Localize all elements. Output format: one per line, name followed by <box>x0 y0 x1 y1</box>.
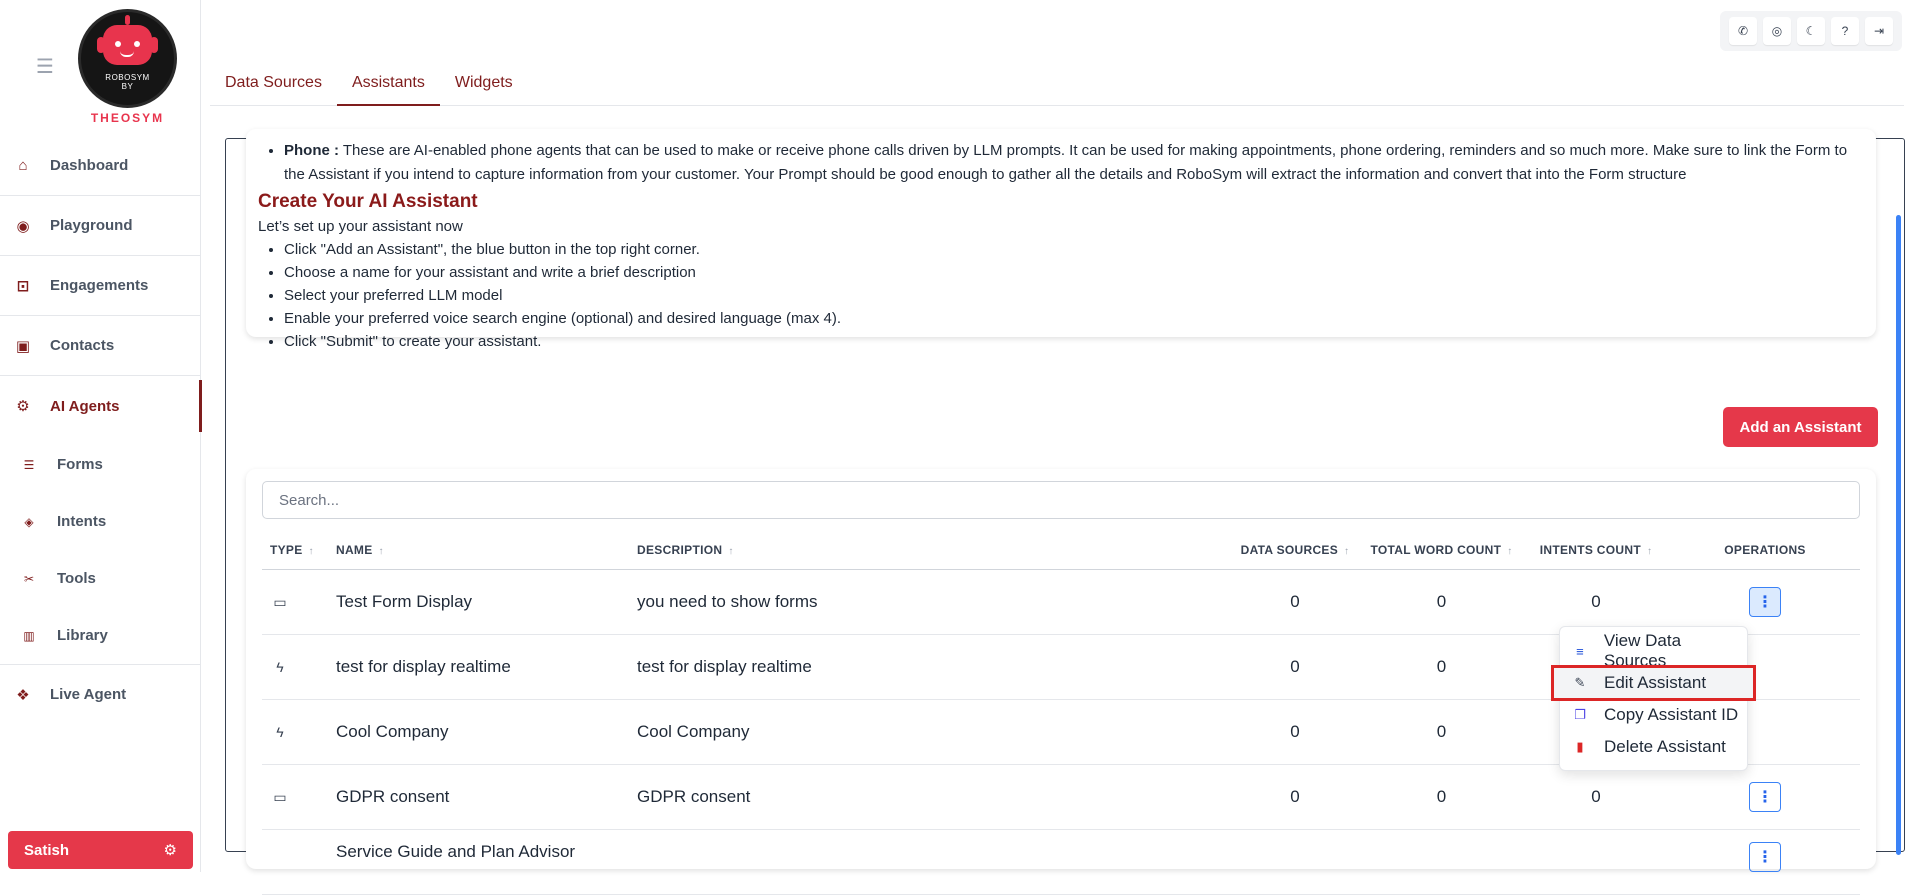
column-header-operations: OPERATIONS <box>1670 531 1860 569</box>
tab-bar <box>210 68 1904 106</box>
list-icon: ☰ <box>23 457 35 472</box>
phone-info: • Phone : These are AI-enabled phone agents that can be used to make or receive phone calls driven by LLM prompts. It can be used for making appointments, phone ordering, reminders and so much more. Make sure to link the Form to the Assistant if you intend to capture information from your customer. Your Prompt should be good enough to gather all the details and RoboSym will extract the information and convert that into the Form structure <box>284 139 1864 187</box>
phone-icon[interactable]: ✆ <box>1729 17 1757 45</box>
sidebar-item-label: AI Agents <box>50 397 120 415</box>
sidebar-item-label: Tools <box>57 570 96 587</box>
sidebar-item-dashboard[interactable] <box>0 136 201 196</box>
row-description: GDPR consent <box>629 764 1229 829</box>
column-header-description[interactable]: DESCRIPTION ↑ <box>629 531 1229 569</box>
activity-icon: ⊡ <box>16 277 30 295</box>
setup-step: • Click "Submit" to create your assistant. <box>284 330 1864 353</box>
setup-intro: Let’s set up your assistant now <box>258 218 463 235</box>
row-intents: 0 <box>1522 764 1670 829</box>
sort-icon: ↑ <box>1507 545 1513 557</box>
sidebar-item-label: Playground <box>50 217 133 234</box>
tab-data-sources[interactable]: Data Sources <box>225 74 322 91</box>
library-icon: ▥ <box>23 628 35 643</box>
target-icon: ◈ <box>24 514 34 529</box>
sidebar-item-live-agent[interactable] <box>0 664 201 724</box>
row-word-count: 0 <box>1361 569 1522 634</box>
table-row <box>262 764 1860 829</box>
scrollbar[interactable] <box>1896 215 1901 855</box>
sort-icon: ↑ <box>308 545 314 557</box>
sidebar-nav <box>0 136 201 724</box>
row-word-count: 0 <box>1361 764 1522 829</box>
contact-icon: ▣ <box>15 337 31 355</box>
menu-item-copy-assistant-id[interactable]: ❐ Copy Assistant ID <box>1560 699 1747 731</box>
chat-icon: ❖ <box>16 686 30 704</box>
sidebar-item-tools[interactable] <box>0 550 201 607</box>
sidebar-item-library[interactable] <box>0 607 201 664</box>
row-data-sources: 0 <box>1229 569 1361 634</box>
robot-icon: ⚙ <box>16 398 30 415</box>
tools-icon: ✂ <box>23 571 35 586</box>
setup-step: • Click "Add an Assistant", the blue button in the top right corner. <box>284 238 1864 261</box>
gear-icon: ⚙ <box>163 842 177 859</box>
row-description: you need to show forms <box>629 569 1229 634</box>
column-header-word-count[interactable]: TOTAL WORD COUNT ↑ <box>1361 531 1522 569</box>
sidebar-item-engagements[interactable] <box>0 256 201 316</box>
sidebar-item-contacts[interactable] <box>0 316 201 376</box>
database-icon: ≡ <box>1576 643 1584 659</box>
sidebar-item-label: Library <box>57 627 108 644</box>
robosym-logo[interactable]: ROBOSYM BY THEOSYM <box>76 7 179 121</box>
sidebar-item-label: Dashboard <box>50 157 129 174</box>
logout-icon[interactable]: ⇥ <box>1865 17 1893 45</box>
user-name: Satish <box>24 841 70 859</box>
row-name: GDPR consent <box>328 764 629 829</box>
sort-icon: ↑ <box>1646 545 1653 557</box>
sidebar-item-label: Intents <box>57 513 107 530</box>
row-actions-button[interactable]: ⋮ <box>1749 587 1781 617</box>
sort-icon: ↑ <box>728 545 734 557</box>
chat-type-icon: ▭ <box>273 788 287 805</box>
search-input[interactable] <box>262 481 1860 519</box>
row-name: Service Guide and Plan Advisor <box>328 829 629 894</box>
table-row <box>262 569 1860 634</box>
create-assistant-title: Create Your AI Assistant <box>258 191 478 212</box>
sidebar-item-forms[interactable] <box>0 436 201 493</box>
gamepad-icon: ◉ <box>16 217 30 235</box>
row-name: Test Form Display <box>328 569 629 634</box>
tab-widgets[interactable]: Widgets <box>454 74 513 91</box>
row-name: test for display realtime <box>328 634 629 699</box>
column-header-data-sources[interactable]: DATA SOURCES ↑ <box>1229 531 1361 569</box>
sort-icon: ↑ <box>378 545 384 557</box>
tab-assistants[interactable]: Assistants <box>337 68 440 106</box>
row-intents: 0 <box>1522 569 1670 634</box>
sidebar-item-ai-agents[interactable] <box>0 376 201 436</box>
menu-item-edit-assistant[interactable]: ✎ Edit Assistant <box>1553 667 1754 699</box>
row-actions-menu <box>1559 626 1748 771</box>
menu-icon[interactable]: ☰ <box>36 56 54 78</box>
sidebar <box>0 0 201 872</box>
help-icon[interactable]: ? <box>1831 17 1859 45</box>
sidebar-item-label: Contacts <box>50 337 115 354</box>
row-description: Cool Company <box>629 699 1229 764</box>
row-actions-button[interactable]: ⋮ <box>1749 842 1781 872</box>
moon-icon[interactable]: ☾ <box>1797 17 1825 45</box>
setup-step: • Enable your preferred voice search engine (optional) and desired language (max 4). <box>284 307 1864 330</box>
row-word-count: 0 <box>1361 634 1522 699</box>
home-icon: ⌂ <box>18 157 28 174</box>
column-header-type[interactable]: TYPE ↑ <box>262 531 328 569</box>
user-menu-button[interactable] <box>8 831 193 869</box>
chat-type-icon: ▭ <box>273 593 287 610</box>
row-data-sources: 0 <box>1229 764 1361 829</box>
row-name: Cool Company <box>328 699 629 764</box>
sidebar-item-intents[interactable] <box>0 493 201 550</box>
row-word-count: 0 <box>1361 699 1522 764</box>
info-card <box>246 129 1876 350</box>
copy-icon: ❐ <box>1574 707 1586 722</box>
sort-icon: ↑ <box>1344 545 1350 557</box>
sidebar-item-label: Engagements <box>50 277 149 294</box>
column-header-name[interactable]: NAME ↑ <box>328 531 629 569</box>
trash-icon: ▮ <box>1576 739 1584 754</box>
realtime-type-icon: ϟ <box>276 658 284 675</box>
top-toolbar <box>1720 11 1902 51</box>
row-actions-button[interactable]: ⋮ <box>1749 782 1781 812</box>
add-assistant-button[interactable]: Add an Assistant <box>1723 407 1878 447</box>
table-row <box>262 829 1860 894</box>
sidebar-item-label: Forms <box>57 456 103 473</box>
row-data-sources: 0 <box>1229 634 1361 699</box>
fingerprint-icon[interactable]: ◎ <box>1763 17 1791 45</box>
sidebar-item-playground[interactable] <box>0 196 201 256</box>
menu-item-view-data-sources[interactable]: ≡ View Data Sources <box>1560 635 1747 667</box>
setup-step: • Select your preferred LLM model <box>284 284 1864 307</box>
row-data-sources: 0 <box>1229 699 1361 764</box>
setup-step: • Choose a name for your assistant and write a brief description <box>284 261 1864 284</box>
realtime-type-icon: ϟ <box>276 723 284 740</box>
sidebar-item-label: Live Agent <box>50 686 127 703</box>
pencil-icon: ✎ <box>1574 675 1586 690</box>
column-header-intents[interactable]: INTENTS COUNT ↑ <box>1522 531 1670 569</box>
row-description: test for display realtime <box>629 634 1229 699</box>
menu-item-delete-assistant[interactable]: ▮ Delete Assistant <box>1560 731 1747 763</box>
